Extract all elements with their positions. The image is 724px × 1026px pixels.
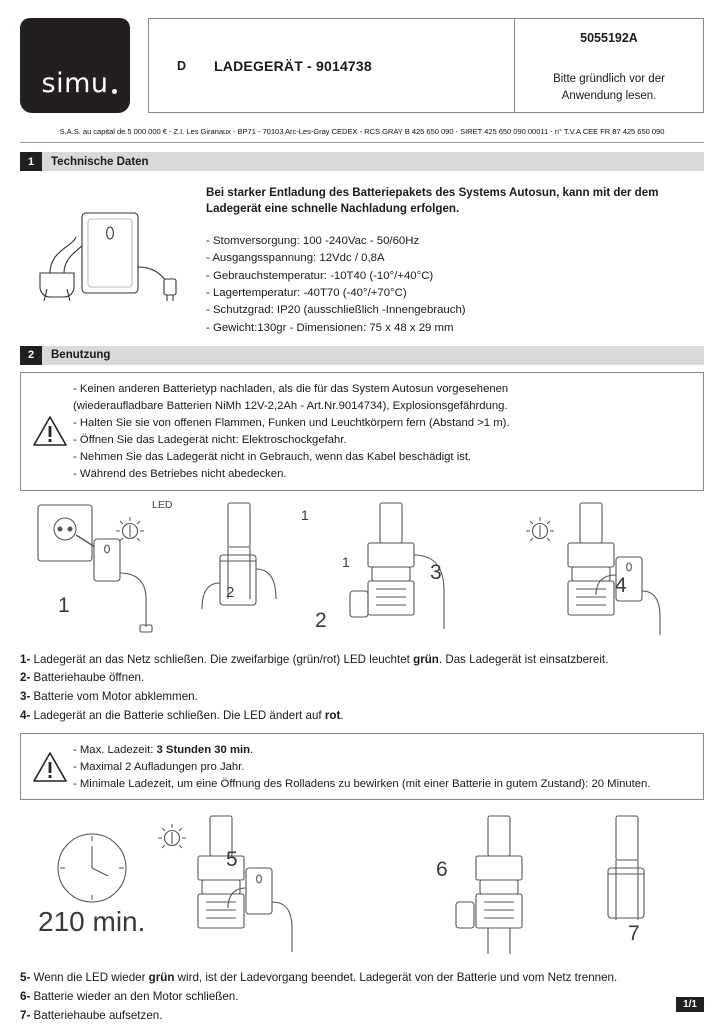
language-code: D bbox=[177, 58, 187, 73]
page-title: LADEGERÄT - 9014738 bbox=[214, 57, 372, 74]
warning-item: - Nehmen Sie das Ladegerät nicht in Gebrauch, wenn das Kabel beschädigt ist. bbox=[73, 450, 472, 463]
warning-box-charging-time bbox=[20, 733, 704, 801]
figure-step-number: 4 bbox=[615, 573, 627, 597]
simu-logo bbox=[20, 18, 130, 113]
warning-item: - Keinen anderen Batterietyp nachladen, als die für das System Autosun vorgesehenen bbox=[73, 382, 509, 395]
figure-step-number: 2 bbox=[226, 583, 235, 601]
instruction-text: Ladegerät an das Netz schließen. Die zweifarbige (grün/rot) LED leuchtet bbox=[33, 652, 414, 666]
section-number: 2 bbox=[20, 346, 42, 365]
warning-item bbox=[73, 742, 693, 759]
reference-box bbox=[514, 18, 704, 113]
instruction-line bbox=[20, 969, 704, 988]
instruction-line bbox=[20, 651, 704, 670]
warning-triangle-icon bbox=[27, 380, 73, 483]
logo-dot-icon bbox=[112, 89, 117, 94]
instruction-text: . bbox=[340, 708, 344, 722]
section-header-technical-data bbox=[20, 152, 704, 171]
section1-lead: Bei starker Entladung des Batteriepakets des Systems Autosun, kann mit der dem Ladegerät eine schnelle Nachladung erfolgen. bbox=[206, 186, 659, 216]
instruction-text: Batteriehaube öffnen. bbox=[33, 671, 145, 685]
instruction-text: Batterie wieder an den Motor schließen. bbox=[33, 990, 239, 1004]
spec-item: - Gebrauchstemperatur: -10T40 (-10°/+40°C) bbox=[206, 269, 434, 282]
reference-code: 5055192A bbox=[580, 31, 638, 45]
instructions-steps-1-4 bbox=[20, 651, 704, 726]
section1-text bbox=[200, 181, 704, 337]
warning-list bbox=[73, 380, 693, 483]
instruction-text: Wenn die LED wieder bbox=[33, 971, 149, 985]
legal-line: S.A.S. au capital de 5 000 000 € - Z.I. Les Giranaux - BP71 - 70103 Arc-Les-Gray CEDEX - RCS GRAY B 425 650 090 - SIRET 425 650 090 00011 - n° T.V.A CEE FR 87 425 650 090 bbox=[20, 127, 704, 143]
figures-steps-5-7 bbox=[20, 810, 704, 965]
figure-step-number: 3 bbox=[430, 560, 442, 584]
charger-illustration bbox=[20, 181, 200, 316]
instructions-steps-5-7 bbox=[20, 969, 704, 1025]
section-number: 1 bbox=[20, 152, 42, 171]
warning-item: - Maximal 2 Aufladungen pro Jahr. bbox=[73, 760, 245, 773]
warning-box-usage bbox=[20, 372, 704, 491]
section-header-usage bbox=[20, 346, 704, 365]
reference-note: Bitte gründlich vor der Anwendung lesen. bbox=[553, 73, 665, 102]
section1-body bbox=[20, 181, 704, 337]
instruction-text: Ladegerät an die Batterie schließen. Die LED ändert auf bbox=[33, 708, 325, 722]
figures-steps-1-4 bbox=[20, 499, 704, 647]
spec-item: - Gewicht:130gr - Dimensionen: 75 x 48 x 29 mm bbox=[206, 321, 454, 334]
instruction-prefix: 3- bbox=[20, 690, 34, 704]
page-number: 1/1 bbox=[676, 997, 704, 1012]
section-title: Technische Daten bbox=[42, 152, 704, 171]
spec-item: - Stomversorgung: 100 -240Vac - 50/60Hz bbox=[206, 234, 420, 247]
instruction-text: Batterie vom Motor abklemmen. bbox=[33, 690, 198, 704]
warning-item: - Minimale Ladezeit, um eine Öffnung des Rolladens zu bewirken (mit einer Batterie in gutem Zustand): 20 Minuten. bbox=[73, 777, 651, 790]
timer-label: 210 min. bbox=[38, 906, 146, 938]
led-label: LED bbox=[152, 498, 173, 511]
instruction-text: wird, ist der Ladevorgang beendet. Ladegerät von der Batterie und vom Netz trennen. bbox=[174, 971, 618, 985]
instruction-line bbox=[20, 707, 704, 726]
spec-list bbox=[206, 233, 704, 337]
instruction-prefix: 7- bbox=[20, 1009, 34, 1022]
section-title: Benutzung bbox=[42, 346, 704, 365]
figure-step-number: 1 bbox=[342, 553, 350, 570]
instruction-prefix: 2- bbox=[20, 671, 34, 685]
instruction-prefix: 4- bbox=[20, 708, 34, 722]
spec-item: - Ausgangsspannung: 12Vdc / 0,8A bbox=[206, 252, 385, 265]
document-header bbox=[20, 18, 704, 118]
instruction-text: . Das Ladegerät ist einsatzbereit. bbox=[438, 652, 609, 666]
logo-text: simu bbox=[41, 68, 109, 99]
warning-item: (wiederaufladbare Batterien NiMh 12V-2,2Ah - Art.Nr.9014734), Explosionsgefährdung. bbox=[73, 399, 508, 412]
warning-item: - Öffnen Sie das Ladegerät nicht: Elektroschockgefahr. bbox=[73, 433, 347, 446]
warning-text: . bbox=[250, 743, 254, 756]
instruction-text: Batteriehaube aufsetzen. bbox=[33, 1009, 163, 1022]
warning-item: - Während des Betriebes nicht abedecken. bbox=[73, 467, 287, 480]
instruction-prefix: 6- bbox=[20, 990, 34, 1004]
instruction-line bbox=[20, 1007, 704, 1026]
instruction-prefix: 1- bbox=[20, 652, 34, 666]
warning-item: - Halten Sie sie von offenen Flammen, Funken und Leuchtkörpern fern (Abstand >1 m). bbox=[73, 416, 510, 429]
instruction-prefix: 5- bbox=[20, 971, 34, 985]
instruction-emphasis: rot bbox=[324, 708, 341, 722]
figure-step-number: 1 bbox=[58, 593, 70, 617]
figure-step-number: 2 bbox=[315, 608, 327, 632]
instruction-emphasis: grün bbox=[148, 971, 175, 985]
figure-step-number: 7 bbox=[628, 922, 640, 946]
warning-text: - Max. Ladezeit: bbox=[73, 743, 157, 756]
spec-item: - Schutzgrad: IP20 (ausschließlich -Innengebrauch) bbox=[206, 304, 466, 317]
warning-emphasis: 3 Stunden 30 min bbox=[156, 743, 251, 756]
warning-triangle-icon bbox=[27, 741, 73, 793]
spec-item: - Lagertemperatur: -40T70 (-40°/+70°C) bbox=[206, 286, 407, 299]
instruction-line bbox=[20, 688, 704, 707]
warning-list bbox=[73, 741, 693, 793]
figure-step-number: 5 bbox=[226, 848, 238, 872]
figure-step-number: 1 bbox=[301, 506, 309, 523]
instruction-line bbox=[20, 988, 704, 1007]
title-box bbox=[148, 18, 515, 113]
figure-step-number: 6 bbox=[436, 858, 448, 882]
instruction-emphasis: grün bbox=[413, 652, 439, 666]
instruction-line bbox=[20, 669, 704, 688]
